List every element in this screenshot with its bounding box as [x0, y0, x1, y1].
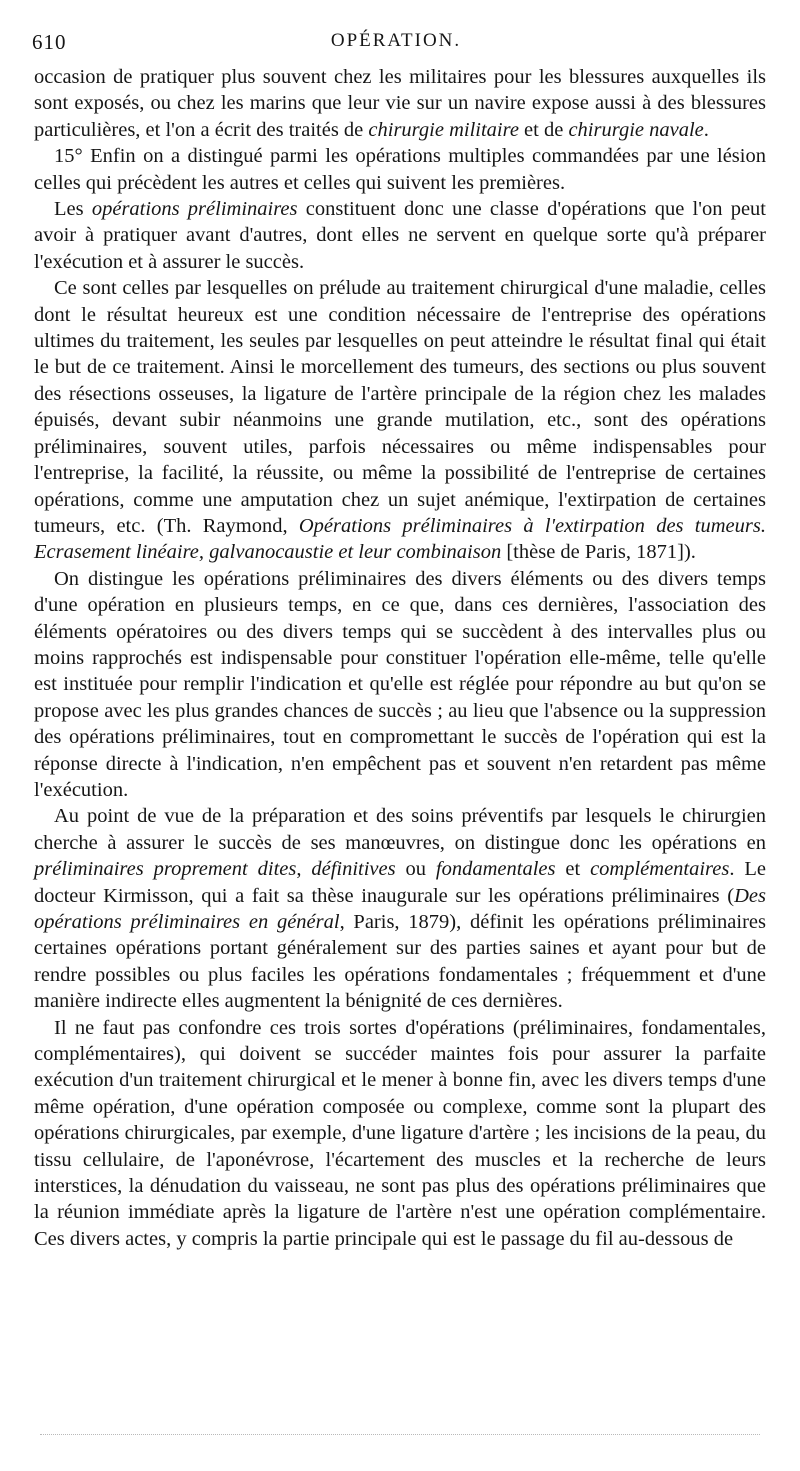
paragraph	[34, 1015, 766, 1253]
text-run: Au point de vue de la préparation et des soins préventifs par lesquels le chirurgien cherche à assurer le succès de ses manœuvres, on distingue donc les opérations en	[34, 805, 766, 854]
text-run: Ce sont celles par lesquelles on prélude au traitement chirurgical d'une maladie, celles dont le résultat heureux est une condition nécessaire de l'entreprise des opérations ultimes du traitement, les seules par lesquelles on peut atteindre le résultat final qui était le but de ce traitement. Ainsi le morcellement des tumeurs, des sections ou plus souvent des résections osseuses, la ligature de l'artère principale de la région chez les malades épuisés, devant subir néanmoins une grande mutilation, etc., sont des opérations préliminaires, souvent utiles, parfois nécessaires ou même indispensables pour l'entreprise, la facilité, la réussite, ou même la possibilité de l'entreprise de certaines opérations, comme une amputation chez un sujet anémique, l'extirpation de certaines tumeurs, etc. (Th. Raymond,	[34, 277, 766, 537]
text-run: .	[703, 118, 709, 141]
text-run: et	[555, 858, 591, 881]
text-run: ,	[296, 858, 312, 881]
text-run: , Paris, 1879), définit les opérations préliminaires certaines opérations portant généralement sur des parties saines et ayant pour but de rendre possibles ou plus faciles les opérations fondamentales ; fréquemment et d'une manière indirecte elles augmentent la bénignité de ces dernières.	[34, 911, 766, 1013]
paragraph	[34, 803, 766, 1014]
paragraph	[34, 196, 766, 275]
page-number: 610	[32, 30, 67, 54]
italic-text: complémentaires	[590, 858, 730, 881]
text-run: constituent donc une classe d'opérations que l'on peut avoir à pratiquer avant d'autres, dont elles ne servent en quelque sorte qu'à préparer l'exécution et à assurer le succès.	[34, 198, 766, 273]
text-run: Il ne faut pas confondre ces trois sortes d'opérations (préliminaires, fondamentales, complémentaires), qui doivent se succéder maintes fois pour assurer la parfaite exécution d'un traitement chirurgical et le mener à bonne fin, avec les divers temps d'une même opération, d'une opération composée ou complexe, comme sont la plupart des opérations chirurgicales, par exemple, d'une ligature d'artère ; les incisions de la peau, du tissu cellulaire, de l'aponévrose, l'écartement des muscles et la recherche de leurs interstices, la dénudation du vaisseau, ne sont pas plus des opérations préliminaires que la réunion immédiate après la ligature de l'artère n'est une opération complémentaire. Ces divers actes, y compris la partie principale qui est le passage du fil au-dessous de	[34, 1016, 766, 1250]
italic-text: fondamentales	[435, 858, 556, 881]
paragraph	[34, 566, 766, 804]
text-run: occasion de pratiquer plus souvent chez les militaires pour les blessures auxquelles ils sont exposés, ou chez les marins que leur vie sur un navire expose aussi à des blessures particulières, et l'on a écrit des traités de	[34, 66, 766, 141]
italic-text: opérations préliminaires	[91, 198, 298, 221]
text-run: Les	[54, 198, 92, 221]
paragraph	[34, 143, 766, 196]
italic-text: préliminaires proprement dites	[34, 858, 297, 881]
bottom-margin-artifact	[40, 1434, 760, 1437]
italic-text: Des opérations préliminaires en général	[34, 884, 766, 933]
italic-text: définitives	[311, 858, 396, 881]
text-run: . Le docteur Kirmisson, qui a fait sa thèse inaugurale sur les opérations préliminaires (	[34, 858, 766, 907]
text-run: 15° Enfin on a distingué parmi les opérations multiples commandées par une lésion celles qui précèdent les autres et celles qui suivent les premières.	[34, 145, 766, 194]
italic-text: chirurgie navale	[568, 118, 704, 141]
italic-text: chirurgie militaire	[368, 118, 519, 141]
text-run: On distingue les opérations préliminaires des divers éléments ou des divers temps d'une opération en plusieurs temps, en ce que, dans ces dernières, l'association des éléments opératoires ou des divers temps qui se succèdent à des intervalles plus ou moins rapprochés est indispensable pour constituer l'opération elle-même, telle qu'elle est instituée pour remplir l'indication et qu'elle est réglée pour répondre au but qu'on se propose avec les plus grandes chances de succès ; au lieu que l'absence ou la suppression des opérations préliminaires, tout en compromettant le succès de l'opération qui est la réponse directe à l'indication, n'en empêchent pas et souvent n'en retardent pas même l'exécution.	[34, 567, 766, 801]
paragraph	[34, 275, 766, 565]
text-run: [thèse de Paris, 1871]).	[501, 541, 696, 564]
paragraph	[34, 64, 766, 143]
body-text	[34, 64, 766, 1252]
text-run: et de	[518, 118, 569, 141]
text-run: ou	[395, 858, 436, 881]
italic-text: Opérations préliminaires à l'extirpation des tumeurs. Ecrasement linéaire, galvanocaustie et leur combinaison	[34, 514, 766, 564]
page-header	[32, 30, 760, 60]
running-head: OPÉRATION.	[330, 30, 462, 51]
